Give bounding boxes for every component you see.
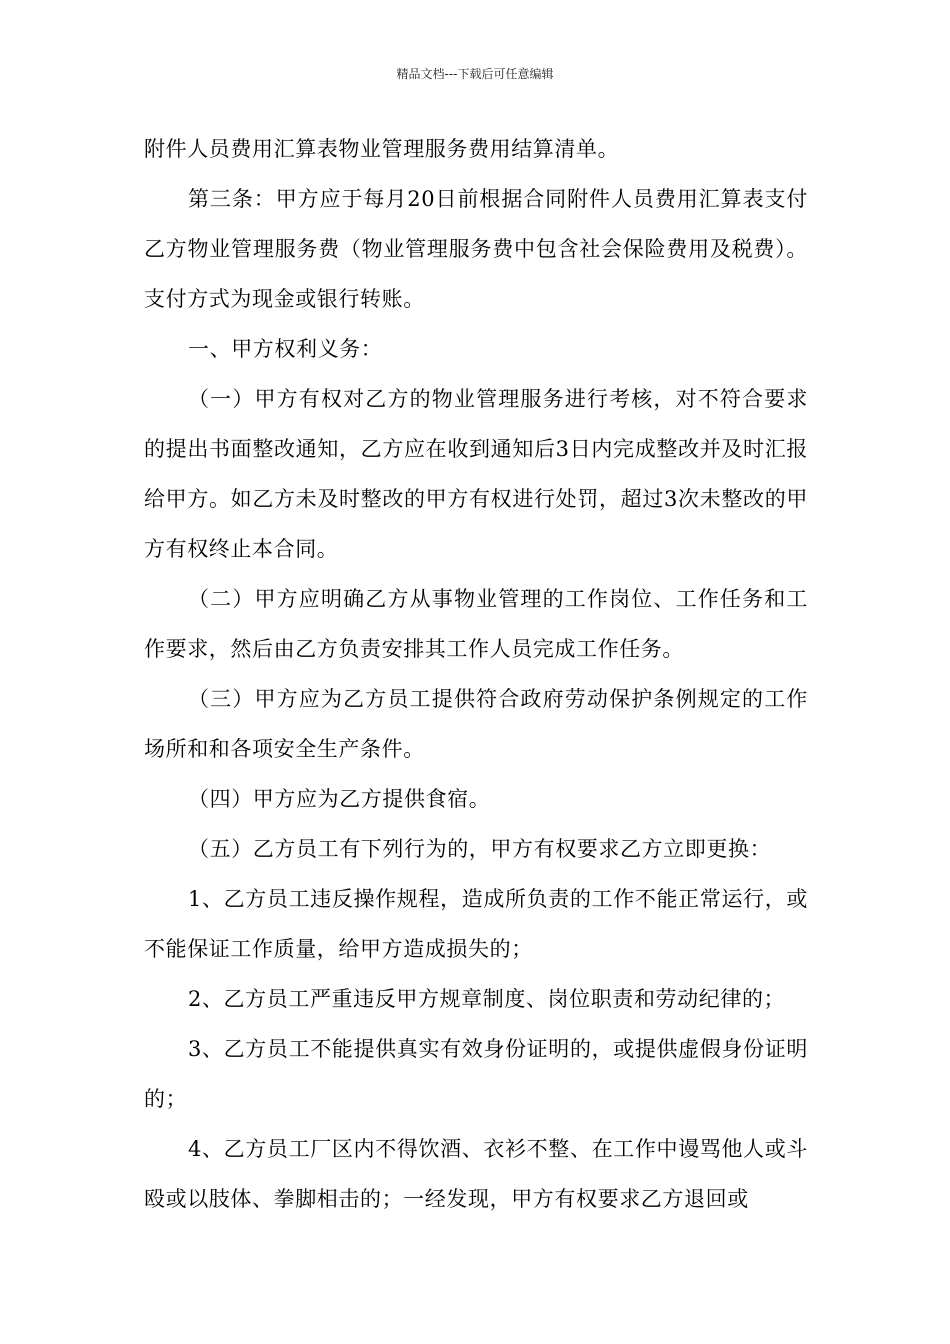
paragraph-0: 附件人员费用汇算表物业管理服务费用结算清单。: [144, 137, 620, 161]
paragraph-sub-4: 4、乙方员工厂区内不得饮酒、衣衫不整、在工作中谩骂他人或斗殴或以肢体、拳脚相击的；一经发现，甲方有权要求乙方退回或: [144, 1137, 808, 1211]
paragraph-item-2: （二）甲方应明确乙方从事物业管理的工作岗位、工作任务和工作要求，然后由乙方负责安排其工作人员完成工作任务。: [144, 587, 808, 661]
page-header: 精品文档---下载后可任意编辑: [396, 67, 554, 81]
document-body: [144, 124, 808, 1224]
paragraph-sub-1: 1、乙方员工违反操作规程，造成所负责的工作不能正常运行，或不能保证工作质量，给甲方造成损失的；: [144, 887, 808, 961]
paragraph-sub-2: 2、乙方员工严重违反甲方规章制度、岗位职责和劳动纪律的；: [188, 987, 786, 1011]
paragraph-item-1: （一）甲方有权对乙方的物业管理服务进行考核，对不符合要求的提出书面整改通知，乙方应在收到通知后3日内完成整改并及时汇报给甲方。如乙方未及时整改的甲方有权进行处罚，超过3次未整改的甲方有权终止本合同。: [144, 387, 808, 561]
paragraph-article-3: 第三条：甲方应于每月20日前根据合同附件人员费用汇算表支付乙方物业管理服务费（物业管理服务费中包含社会保险费用及税费）。支付方式为现金或银行转账。: [144, 187, 808, 311]
paragraph-section-heading: 一、甲方权利义务：: [188, 337, 383, 361]
paragraph-sub-3: 3、乙方员工不能提供真实有效身份证明的，或提供虚假身份证明的；: [144, 1037, 808, 1111]
paragraph-item-5: （五）乙方员工有下列行为的，甲方有权要求乙方立即更换：: [188, 837, 772, 861]
paragraph-item-3: （三）甲方应为乙方员工提供符合政府劳动保护条例规定的工作场所和和各项安全生产条件。: [144, 687, 808, 761]
paragraph-item-4: （四）甲方应为乙方提供食宿。: [188, 787, 491, 811]
